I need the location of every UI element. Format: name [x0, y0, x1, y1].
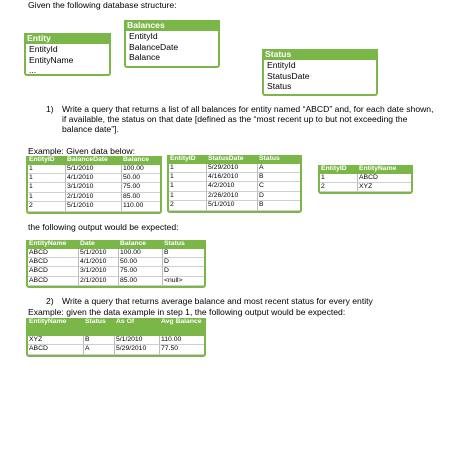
table-row — [28, 193, 160, 202]
table-cell: 5/1/2010 — [115, 336, 160, 345]
table-cell: 2 — [169, 201, 207, 210]
table-cell: A — [84, 345, 115, 354]
table-cell: 110.00 — [160, 336, 204, 345]
column-header: EntityID — [321, 165, 347, 172]
question-1-number: 1) — [46, 104, 54, 114]
balances-data-table — [26, 156, 162, 214]
table-cell: 4/1/2010 — [79, 258, 119, 267]
table-cell: C — [258, 182, 300, 191]
status-field: EntityId — [267, 60, 296, 70]
table-row — [320, 174, 411, 183]
table-cell: 1 — [169, 182, 207, 191]
table-row — [28, 183, 160, 192]
table-cell: 100.00 — [122, 165, 160, 174]
table-row — [28, 336, 204, 345]
table-header-row — [167, 155, 302, 164]
table-row — [169, 173, 300, 182]
table-row — [169, 182, 300, 191]
table-cell: 85.00 — [119, 277, 163, 286]
table-header-row — [26, 318, 206, 336]
table-cell: 4/16/2010 — [207, 173, 258, 182]
table-cell: 50.00 — [122, 174, 160, 183]
intro-text: Given the following database structure: — [28, 0, 177, 10]
table-cell: D — [258, 192, 300, 201]
column-header: Status — [85, 318, 106, 325]
table-row — [169, 192, 300, 201]
status-structure-box — [262, 49, 378, 96]
table-cell: 75.00 — [119, 267, 163, 276]
table-cell: 5/29/2010 — [115, 345, 160, 354]
question-2-example-label: Example: given the data example in step 1, the following output would be expected: — [28, 307, 346, 317]
table-cell: 2/1/2010 — [66, 193, 122, 202]
table-cell: 1 — [169, 164, 207, 173]
balances-field: Balance — [129, 52, 161, 62]
example-label: Example: Given data below: — [28, 146, 136, 156]
column-header: EntityName — [29, 240, 67, 247]
balances-structure-box — [124, 20, 220, 68]
table-cell: 4/1/2010 — [66, 174, 122, 183]
column-header: As Of — [116, 318, 135, 325]
table-cell: B — [258, 201, 300, 210]
column-header: Date — [80, 240, 95, 247]
table-cell: 2 — [28, 202, 66, 211]
table-row — [169, 201, 300, 210]
column-header: Balance — [120, 240, 147, 247]
table-cell: ABCD — [28, 345, 84, 354]
column-header: Status — [164, 240, 185, 247]
column-header: Avg Balance — [161, 318, 202, 325]
status-data-table — [167, 155, 302, 213]
table-cell: 3/1/2010 — [66, 183, 122, 192]
status-box-title: Status — [262, 49, 378, 60]
balances-field: BalanceDate — [129, 41, 179, 52]
status-field: StatusDate — [267, 70, 310, 81]
column-header: BalanceDate — [67, 156, 108, 163]
expected-output-1-table — [26, 240, 206, 288]
column-header: Status — [259, 155, 280, 162]
table-cell: 1 — [169, 173, 207, 182]
table-cell: B — [258, 173, 300, 182]
column-header: Balance — [123, 156, 150, 163]
table-cell: B — [163, 249, 204, 258]
balances-box-title: Balances — [124, 20, 220, 31]
table-cell: 5/29/2010 — [207, 164, 258, 173]
table-cell: B — [84, 336, 115, 345]
table-row — [28, 249, 204, 258]
table-cell: 1 — [28, 183, 66, 192]
table-row — [28, 258, 204, 267]
table-cell: ABCD — [28, 277, 79, 286]
table-cell: 1 — [28, 174, 66, 183]
table-cell: <null> — [163, 277, 204, 286]
table-cell: 1 — [28, 193, 66, 202]
question-2-text: Write a query that returns average balance and most recent status for every entity — [62, 296, 373, 306]
table-cell: 2/26/2010 — [207, 192, 258, 201]
table-row — [320, 183, 411, 192]
table-header-row — [26, 156, 162, 165]
table-row — [28, 165, 160, 174]
column-header: EntityID — [29, 156, 55, 163]
balances-field: EntityId — [129, 31, 158, 41]
table-cell: 85.00 — [122, 193, 160, 202]
column-header: EntityID — [170, 155, 196, 162]
table-row — [28, 174, 160, 183]
table-cell: XYZ — [28, 336, 84, 345]
question-1-text: Write a query that returns a list of all balances for entity named “ABCD” and, for each date shown, if available, the status on that date [defined as the “most recent up to but not exceeding the balance date”]. — [62, 104, 434, 134]
table-cell: 1 — [28, 165, 66, 174]
table-cell: 4/2/2010 — [207, 182, 258, 191]
table-cell: ABCD — [358, 174, 411, 183]
status-field: Status — [267, 81, 292, 91]
column-header: StatusDate — [208, 155, 244, 162]
table-cell: D — [163, 267, 204, 276]
question-2-number: 2) — [46, 296, 54, 306]
entity-data-table — [318, 165, 413, 194]
table-header-row — [318, 165, 413, 174]
table-cell: 110.00 — [122, 202, 160, 211]
table-row — [28, 345, 204, 354]
table-cell: 1 — [169, 192, 207, 201]
table-row — [28, 277, 204, 286]
table-row — [169, 164, 300, 173]
table-cell: 50.00 — [119, 258, 163, 267]
table-cell: ABCD — [28, 249, 79, 258]
entity-box-title: Entity — [24, 33, 111, 44]
table-cell: 2/1/2010 — [79, 277, 119, 286]
output-label: the following output would be expected: — [28, 222, 179, 232]
expected-output-2-table — [26, 318, 206, 357]
table-cell: XYZ — [358, 183, 411, 192]
table-header-row — [26, 240, 206, 249]
column-header: EntityName — [359, 165, 397, 172]
entity-structure-box — [24, 33, 111, 76]
table-cell: 5/1/2010 — [66, 165, 122, 174]
table-row — [28, 202, 160, 211]
table-cell: 5/1/2010 — [207, 201, 258, 210]
column-header: EntityName — [29, 318, 67, 325]
table-cell: 100.00 — [119, 249, 163, 258]
table-cell: 5/1/2010 — [79, 249, 119, 258]
table-cell: 5/1/2010 — [66, 202, 122, 211]
table-cell: 2 — [320, 183, 358, 192]
table-cell: D — [163, 258, 204, 267]
table-cell: A — [258, 164, 300, 173]
table-cell: 3/1/2010 — [79, 267, 119, 276]
table-cell: ABCD — [28, 267, 79, 276]
table-cell: 1 — [320, 174, 358, 183]
table-cell: 77.50 — [160, 345, 204, 354]
table-row — [28, 267, 204, 276]
entity-field: ... — [29, 65, 37, 75]
entity-field: EntityName — [29, 54, 74, 65]
table-cell: 75.00 — [122, 183, 160, 192]
entity-field: EntityId — [29, 44, 58, 54]
table-cell: ABCD — [28, 258, 79, 267]
